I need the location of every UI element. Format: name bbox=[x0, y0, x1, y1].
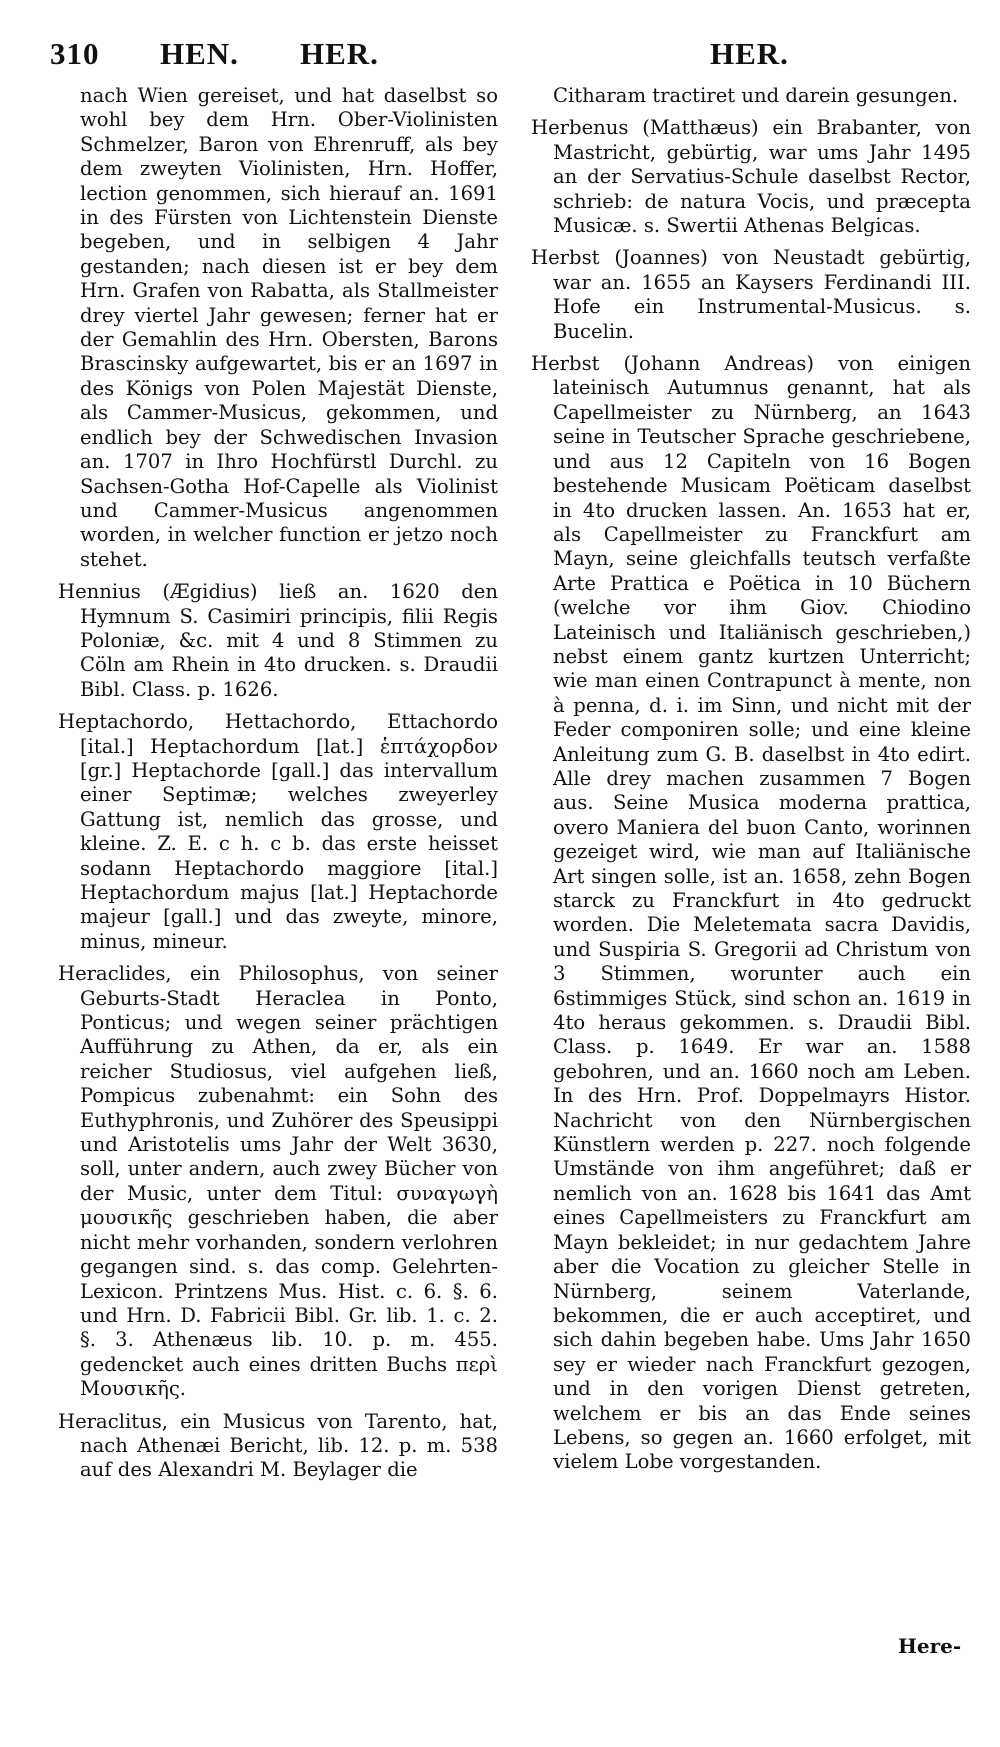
entry-herbenus: Herbenus (Matthæus) ein Brabanter, von Mastricht, gebürtig, war ums Jahr 1495 an der Servatius-Schule daselbst Rector, schrieb: de natura Vocis, und præcepta Musicæ. s. Swertii Athenas Belgicas. bbox=[531, 116, 971, 238]
entry-heraclitus: Heraclitus, ein Musicus von Tarento, hat, nach Athenæi Bericht, lib. 12. p. m. 538 auf des Alexandri M. Beylager die bbox=[58, 1409, 498, 1482]
entry-continuation: Citharam tractiret und darein gesungen. bbox=[553, 84, 959, 107]
page-number: 310 bbox=[50, 36, 100, 71]
entry-continuation: nach Wien gereiset, und hat daselbst so wohl bey dem Hrn. Ober-Violinisten Schmelzer, Baron von Ehrenruff, als bey dem zweyten Violinisten, Hrn. Hoffer, lection genommen, sich hierauf an. 1691 in des Fürsten von Lichtenstein Dienste begeben, und in selbigen 4 Jahr gestanden; nach diesen ist er bey dem Hrn. Grafen von Rabatta, als Stallmeister drey viertel Jahr gewesen; ferner hat er der Gemahlin des Hrn. Obersten, Barons Brascinsky aufgewartet, bis er an 1697 in des Königs von Polen Majestät Dienste, als Cammer-Musicus, gekommen, und endlich bey der Schwedischen Invasion an. 1707 in Ihro Hochfürstl Durchl. zu Sachsen-Gotha Hof-Capelle als Violinist und Cammer-Musicus angenommen worden, in welcher function er jetzo noch stehet. bbox=[80, 84, 498, 571]
catchword: Here- bbox=[898, 1634, 962, 1658]
left-column bbox=[58, 84, 498, 1491]
center-running-head: HER. bbox=[300, 36, 379, 71]
entry-herbst-joannes: Herbst (Joannes) von Neustadt gebürtig, war an. 1655 an Kaysers Ferdinandi III. Hofe ein Instrumental-Musicus. s. Bucelin. bbox=[531, 246, 971, 343]
entry-heraclides: Heraclides, ein Philosophus, von seiner Geburts-Stadt Heraclea in Ponto, Ponticus; und wegen seiner prächtigen Aufführung zu Athen, da er, als ein reicher Studiosus, viel aufgehen ließ, Pompicus zubenahmt: ein Sohn des Euthyphronis, und Zuhörer des Speusippi und Aristotelis ums Jahr der Welt 3630, soll, unter andern, auch zwey Bücher von der Music, unter dem Titul: συναγωγὴ μουσικῆς geschrieben haben, die aber nicht mehr vorhanden, sondern verlohren gegangen sind. s. das comp. Gelehrten-Lexicon. Printzens Mus. Hist. c. 6. §. 6. und Hrn. D. Fabricii Bibl. Gr. lib. 1. c. 2. §. 3. Athenæus lib. 10. p. m. 455. gedencket auch eines dritten Buchs περὶ Μουσικῆς. bbox=[58, 962, 498, 1401]
right-running-head: HER. bbox=[710, 36, 789, 71]
entry-heptachordo: Heptachordo, Hettachordo, Ettachordo [ital.] Heptachordum [lat.] ἑπτάχορδον [gr.] Heptachorde [gall.] das intervallum einer Septimæ; welches zweyerley Gattung ist, nemlich das grosse, und kleine. Z. E. c h. c b. das erste heisset sodann Heptachordo maggiore [ital.] Heptachordum majus [lat.] Heptachorde majeur [gall.] und das zweyte, minore, minus, mineur. bbox=[58, 710, 498, 953]
left-running-head: HEN. bbox=[160, 36, 239, 71]
right-column bbox=[531, 84, 971, 1483]
entry-hennius: Hennius (Ægidius) ließ an. 1620 den Hymnum S. Casimiri principis, filii Regis Poloniæ, &c. mit 4 und 8 Stimmen zu Cöln am Rhein in 4to drucken. s. Draudii Bibl. Class. p. 1626. bbox=[58, 580, 498, 701]
running-header bbox=[0, 36, 1000, 76]
entry-herbst-johann-andreas: Herbst (Johann Andreas) von einigen lateinisch Autumnus genannt, hat als Capellmeister zu Nürnberg, an 1643 seine in Teutscher Sprache geschriebene, und aus 12 Capiteln von 16 Bogen bestehende Musicam Poëticam daselbst in 4to drucken lassen. An. 1653 hat er, als Capellmeister zu Franckfurt am Mayn, seine gleichfalls teutsch verfaßte Arte Prattica e Poëtica in 10 Büchern (welche vor ihm Giov. Chiodino Lateinisch und Italiänisch geschrieben,) nebst einem gantz kurtzen Unterricht; wie man einen Contrapunct à mente, non à penna, d. i. im Sinn, und nicht mit der Feder componiren solle; und eine kleine Anleitung zum G. B. daselbst in 4to edirt. Alle drey machen zusammen 7 Bogen aus. Seine Musica moderna prattica, overo Maniera del buon Canto, worinnen gezeiget wird, wie man auf Italiänische Art singen solle, ist an. 1658, zehn Bogen starck zu Franckfurt in 4to gedruckt worden. Die Meletemata sacra Davidis, und Suspiria S. Gregorii ad Christum von 3 Stimmen, worunter auch ein 6stimmiges Stück, sind schon an. 1619 in 4to heraus gekommen. s. Draudii Bibl. Class. p. 1649. Er war an. 1588 gebohren, und an. 1660 noch am Leben. In des Hrn. Prof. Doppelmayrs Histor. Nachricht von den Nürnbergischen Künstlern werden p. 227. noch folgende Umstände von ihm angeführet; daß er nemlich von an. 1628 bis 1641 das Amt eines Capellmeisters zu Franckfurt am Mayn bekleidet; in nur gedachtem Jahre aber die Vocation zu gleicher Stelle in Nürnberg, seinem Vaterlande, bekommen, die er auch acceptiret, und sich dahin begeben habe. Ums Jahr 1650 sey er wieder nach Franckfurt gezogen, und in den vorigen Dienst getreten, welchem er bis an das Ende seines Lebens, so gegen an. 1660 erfolget, mit vielem Lobe vorgestanden. bbox=[531, 352, 971, 1474]
